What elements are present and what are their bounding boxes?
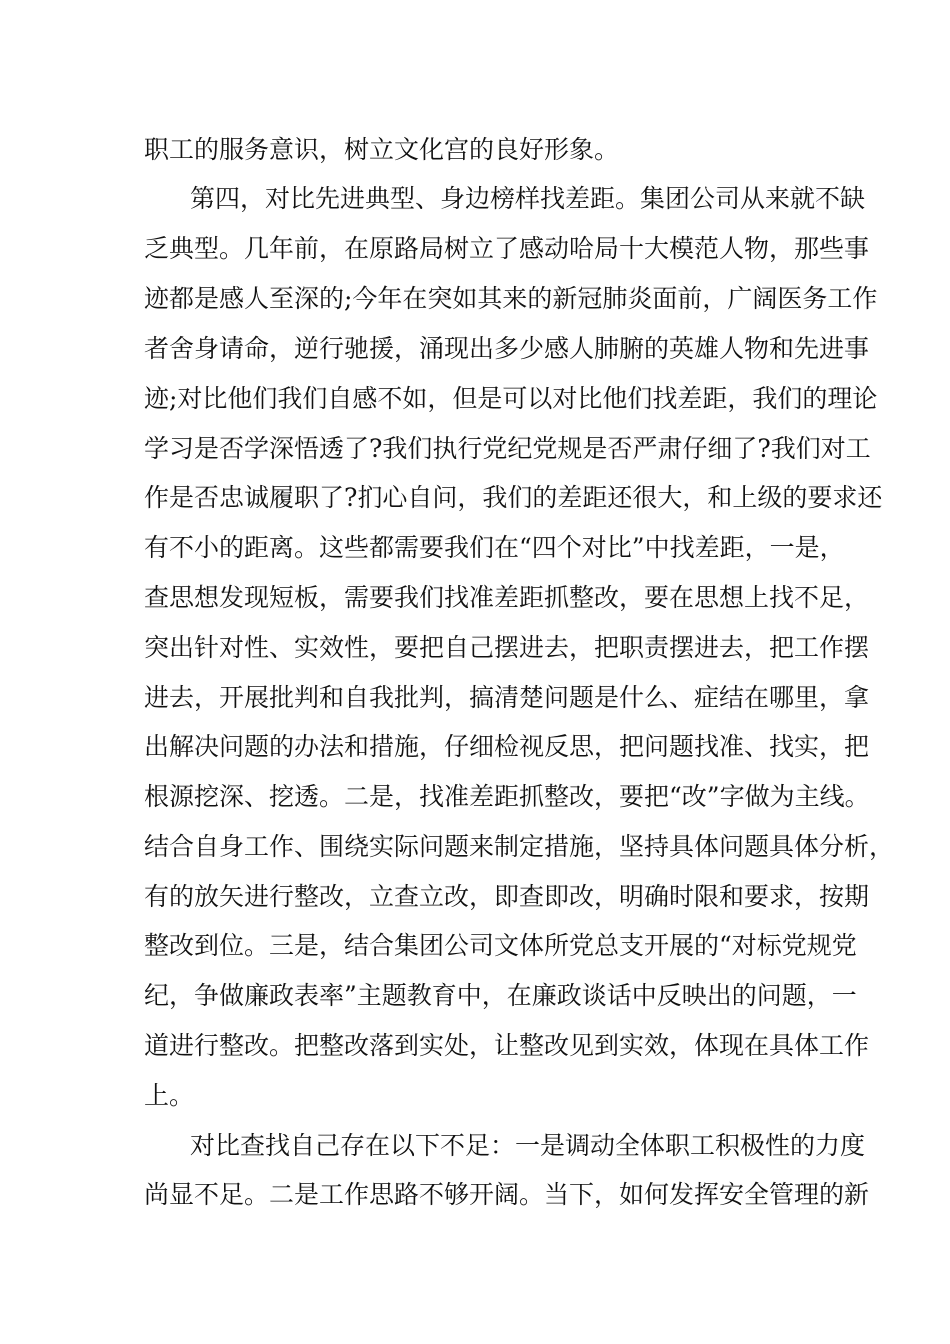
text-line: 突出针对性、实效性，要把自己摆进去，把职责摆进去，把工作摆: [144, 633, 870, 662]
text-line: 作是否忠诚履职了?扪心自问，我们的差距还很大，和上级的要求还: [144, 483, 883, 512]
text-line: 有不小的距离。这些都需要我们在“四个对比”中找差距，一是，: [144, 533, 845, 562]
text-line: 职工的服务意识，树立文化宫的良好形象。: [144, 135, 620, 164]
text-line: 迹都是感人至深的;今年在突如其来的新冠肺炎面前，广阔医务工作: [144, 284, 878, 313]
text-line: 学习是否学深悟透了?我们执行党纪党规是否严肃仔细了?我们对工: [144, 434, 871, 463]
text-line: 者舍身请命，逆行驰援，涌现出多少感人肺腑的英雄人物和先进事: [144, 334, 870, 363]
text-line: 纪，争做廉政表率”主题教育中，在廉政谈话中反映出的问题，一: [144, 981, 857, 1010]
text-line: 进去，开展批判和自我批判，搞清楚问题是什么、症结在哪里，拿: [144, 683, 870, 712]
text-line: 查思想发现短板，需要我们找准差距抓整改，要在思想上找不足，: [144, 583, 870, 612]
text-line: 根源挖深、挖透。二是，找准差距抓整改，要把“改”字做为主线。: [144, 782, 870, 811]
text-line: 尚显不足。二是工作思路不够开阔。当下，如何发挥安全管理的新: [144, 1180, 870, 1209]
text-line: 上。: [144, 1081, 195, 1110]
text-line: 出解决问题的办法和措施，仔细检视反思，把问题找准、找实，把: [144, 732, 870, 761]
text-line: 结合自身工作、围绕实际问题来制定措施，坚持具体问题具体分析，: [144, 832, 895, 861]
text-line: 整改到位。三是，结合集团公司文体所党总支开展的“对标党规党: [144, 931, 857, 960]
text-line: 乏典型。几年前，在原路局树立了感动哈局十大模范人物，那些事: [144, 234, 870, 263]
paragraph-start-line: 对比查找自己存在以下不足：一是调动全体职工积极性的力度: [190, 1131, 866, 1160]
text-line: 道进行整改。把整改落到实处，让整改见到实效，体现在具体工作: [144, 1031, 870, 1060]
text-line: 有的放矢进行整改，立查立改，即查即改，明确时限和要求，按期: [144, 882, 870, 911]
paragraph-start-line: 第四，对比先进典型、身边榜样找差距。集团公司从来就不缺: [190, 184, 866, 213]
text-line: 迹;对比他们我们自感不如，但是可以对比他们找差距，我们的理论: [144, 384, 878, 413]
